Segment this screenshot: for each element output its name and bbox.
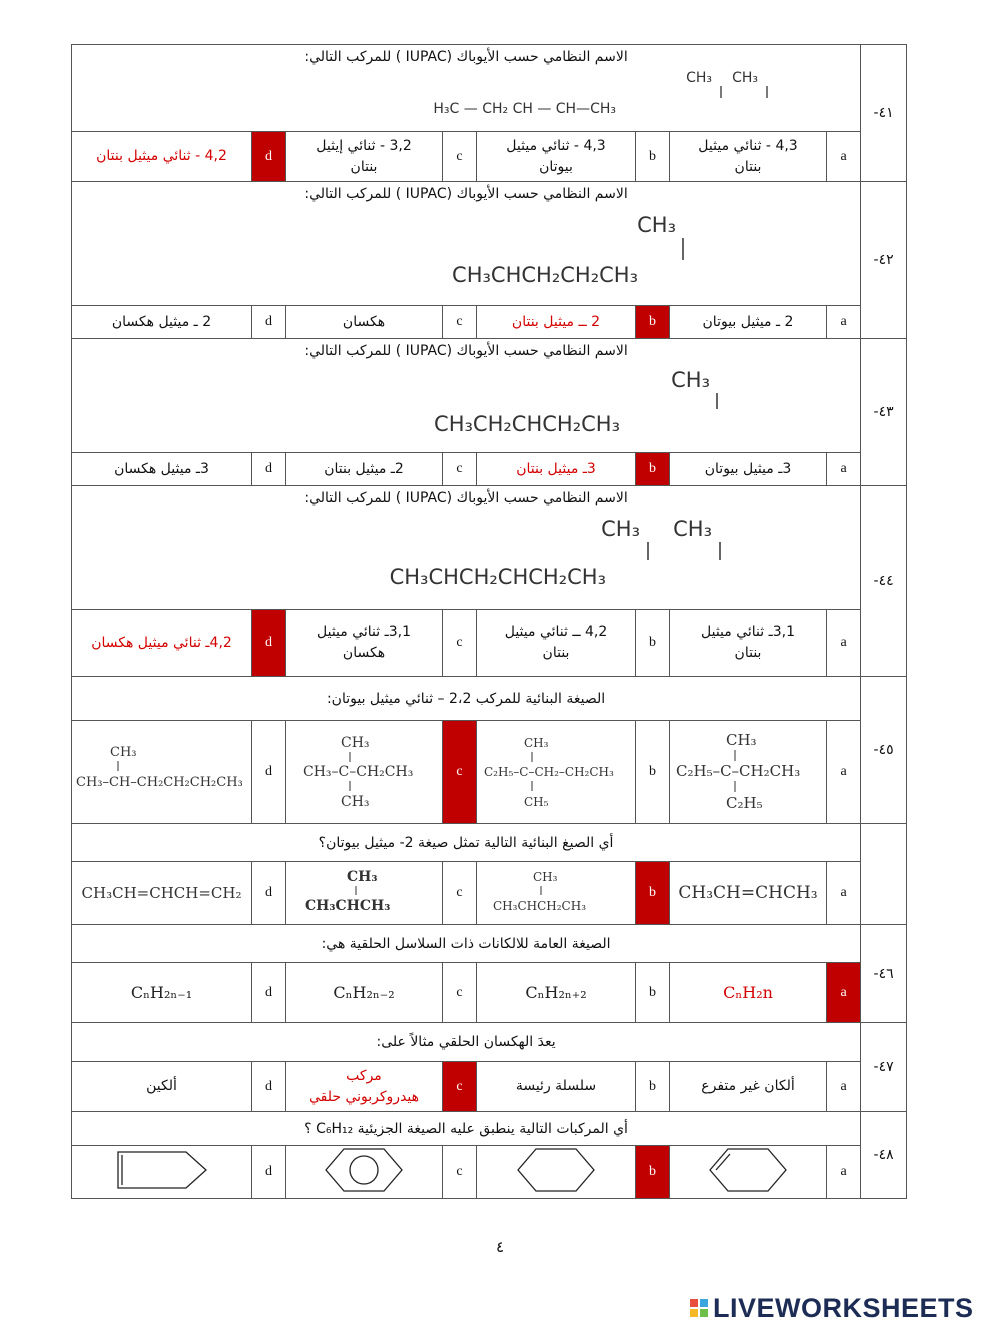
q43-option-a[interactable] [670,453,827,486]
q45-option-a[interactable] [670,721,827,824]
q45b-letter-d[interactable]: d [252,862,286,925]
q41-letter-d[interactable]: d [252,132,286,182]
q43-branch: CH₃ [671,368,711,392]
q46-letter-a[interactable]: a [827,963,861,1023]
q43-d-text: 3ـ ميثيل هكسان [114,460,209,477]
q42-letter-c[interactable]: c [443,306,477,339]
q41-number: -٤١ [861,45,907,182]
q44-option-b[interactable] [477,610,636,677]
q43-option-b[interactable] [477,453,636,486]
q45-letter-c[interactable]: c [443,721,477,824]
q45-a-main: C₂H₅–C–CH₂CH₃ [676,762,801,780]
q41-d-text: 4,2 - ثنائي ميثيل بنتان [96,148,227,164]
q46-b-text: CₙH₂ₙ₊₂ [525,983,587,1002]
q43-option-d[interactable] [72,453,252,486]
q41-main-chain: H₃C — CH₂ CH — CH—CH₃ [433,101,617,117]
q42-option-d[interactable] [72,306,252,339]
q45-a-bottom: C₂H₅ [726,794,763,812]
q41-letter-b[interactable]: b [636,132,670,182]
q44-prompt-cell [72,486,861,610]
q41-a-l1: 4,3 - ثنائي ميثيل [698,137,798,154]
q47-c-l2: هيدروكربوني حلقي [308,1088,420,1105]
q45b-prompt-cell [72,824,861,862]
q45-option-c[interactable] [286,721,443,824]
q41-option-a[interactable] [670,132,827,182]
logo-text: LIVEWORKSHEETS [713,1292,974,1323]
q45b-d-main: CH₃CH=CHCH=CH₂ [81,884,242,902]
q42-branch: CH₃ [637,213,677,237]
q42-a-text: 2 ـ ميثيل بيوتان [702,313,794,330]
q47-letter-b[interactable]: b [636,1062,670,1112]
q41-option-b[interactable] [477,132,636,182]
q43-number: -٤٣ [861,339,907,486]
q47-prompt: يعدَ الهكسان الحلقي مثالاً على: [376,1034,556,1050]
q47-option-b[interactable] [477,1062,636,1112]
q44-c-l2: هكسان [342,645,386,661]
q45-a-structure [672,728,824,812]
q48-option-c[interactable] [286,1146,443,1199]
q47-option-c[interactable] [286,1062,443,1112]
cyclohexene-a-icon [708,1146,788,1194]
cyclohexene-d-icon [112,1147,212,1193]
cyclohexane-icon [516,1146,596,1194]
q45-letter-b[interactable]: b [636,721,670,824]
q45-c-top: CH₃ [341,735,370,751]
q45b-option-b[interactable] [477,862,636,925]
q44-branch-right: CH₃ [673,517,713,541]
q45b-b-structure [481,864,631,918]
q43-a-text: 3ـ ميثيل بيوتان [704,460,792,477]
q41-option-c[interactable] [286,132,443,182]
q46-letter-d[interactable]: d [252,963,286,1023]
q42-number: -٤٢ [861,182,907,339]
q42-prompt-cell [72,182,861,306]
q47-letter-d[interactable]: d [252,1062,286,1112]
q46-letter-c[interactable]: c [443,963,477,1023]
q45-c-bottom: CH₃ [341,794,370,810]
q48-number: -٤٨ [861,1112,907,1199]
q41-branch-right: CH₃ [732,70,759,86]
q45b-number [861,824,907,925]
q45b-a-main: CH₃CH=CHCH₃ [678,883,818,903]
q43-letter-c[interactable]: c [443,453,477,486]
q44-letter-a[interactable]: a [827,610,861,677]
q46-d-text: CₙH₂ₙ₋₁ [130,983,193,1002]
q44-structure [389,506,852,598]
q44-d-text: 4,2ـ ثنائي ميثيل هكسان [91,634,232,651]
q43-c-text: 2ـ ميثيل بنتان [324,460,404,477]
q48-prompt-cell [72,1112,861,1146]
q47-option-d[interactable] [72,1062,252,1112]
q46-option-d[interactable] [72,963,252,1023]
q41-b-l1: 4,3 - ثنائي ميثيل [506,137,606,154]
q42-option-b[interactable] [477,306,636,339]
q45b-letter-a[interactable]: a [827,862,861,925]
q44-a-l1: 3,1ـ ثنائي ميثيل [701,624,795,640]
q43-prompt-cell [72,339,861,453]
q42-b-text: 2 ــ ميثيل بنتان [511,313,601,330]
q46-option-c[interactable] [286,963,443,1023]
q45-b-bottom: CH₅ [524,795,549,809]
q42-option-c[interactable] [286,306,443,339]
page-number: ٤ [495,1238,505,1256]
q45-d-structure [74,738,250,802]
q47-option-a[interactable] [670,1062,827,1112]
q42-structure [452,202,852,294]
q44-c-l1: 3,1ـ ثنائي ميثيل [317,624,411,640]
q46-prompt: الصيغة العامة للالكانات ذات السلاسل الحلقية هي: [321,935,611,952]
q43-letter-a[interactable]: a [827,453,861,486]
q45-d-main: CH₃–CH–CH₂CH₂CH₂CH₃ [75,775,243,790]
q42-letter-d[interactable]: d [252,306,286,339]
q43-structure [434,359,852,443]
q44-option-c[interactable] [286,610,443,677]
q42-d-text: 2 ـ ميثيل هكسان [111,313,212,330]
q46-option-b[interactable] [477,963,636,1023]
q46-prompt-cell [72,925,861,963]
q42-c-text: هكسان [342,313,386,330]
q47-letter-c[interactable]: c [443,1062,477,1112]
q45b-c-top: CH₃ [347,869,378,885]
q45b-letter-c[interactable]: c [443,862,477,925]
q47-prompt-cell [72,1023,861,1062]
q45b-letter-b[interactable]: b [636,862,670,925]
q45-option-b[interactable] [477,721,636,824]
q42-main-chain: CH₃CHCH₂CH₂CH₃ [452,263,639,287]
q45-b-top: CH₃ [524,736,549,750]
q48-option-b[interactable] [477,1146,636,1199]
q45-letter-d[interactable]: d [252,721,286,824]
q43-main-chain: CH₃CH₂CHCH₂CH₃ [434,412,621,436]
q46-option-a[interactable] [670,963,827,1023]
q45-number: -٤٥ [861,677,907,824]
q44-number: -٤٤ [861,486,907,677]
logo-blocks-icon [690,1297,710,1319]
liveworksheets-logo [690,1290,990,1326]
q48-option-d[interactable] [72,1146,252,1199]
q41-c-l1: 3,2 - ثنائي إيثيل [316,137,412,154]
q45-prompt-cell [72,677,861,721]
q47-a-text: ألكان غير متفرع [701,1078,795,1094]
q41-prompt: الاسم النظامي حسب الأيوباك (IUPAC ) للمركب التالي: [304,49,628,65]
q43-option-c[interactable] [286,453,443,486]
q43-letter-d[interactable]: d [252,453,286,486]
q46-c-text: CₙH₂ₙ₋₂ [333,983,395,1002]
q45-prompt: الصيغة البنائية للمركب 2،2 – ثنائي ميثيل بيوتان: [326,690,606,707]
q47-letter-a[interactable]: a [827,1062,861,1112]
q44-main-chain: CH₃CHCH₂CHCH₂CH₃ [389,565,607,589]
q43-b-text: 3ـ ميثيل بنتان [516,460,596,477]
q41-a-l2: بنتان [734,158,762,175]
q45-b-main: C₂H₅–C–CH₂–CH₂CH₃ [484,765,614,779]
questions-table [71,44,907,1199]
q45b-c-main: CH₃CHCH₃ [305,898,391,914]
q41-prompt-cell [72,45,861,132]
q47-b-text: سلسلة رئيسة [515,1078,597,1094]
q45b-b-main: CH₃CHCH₂CH₃ [493,899,587,913]
worksheet [71,44,906,1199]
q44-option-a[interactable] [670,610,827,677]
q41-structure [433,65,852,121]
q44-letter-c[interactable]: c [443,610,477,677]
q41-b-l2: بيوتان [539,158,573,175]
q45-option-d[interactable] [72,721,252,824]
q48-letter-a[interactable]: a [827,1146,861,1199]
q45b-prompt: أي الصيغ البنائية التالية تمثل صيغة 2- ميثيل بيوتان؟ [318,834,614,851]
q47-d-text: ألكين [146,1078,177,1094]
q45-c-structure [289,730,439,810]
q48-letter-c[interactable]: c [443,1146,477,1199]
benzene-icon [324,1146,404,1194]
q45-c-main: CH₃–C–CH₂CH₃ [303,764,414,780]
q48-prompt: أي المركبات التالية ينطبق عليه الصيغة الجزيئية C₆H₁₂ ؟ [304,1120,628,1137]
q45-b-structure [480,730,632,810]
q42-prompt: الاسم النظامي حسب الأيوباك (IUPAC ) للمركب التالي: [304,186,628,202]
q44-a-l2: بنتان [734,645,762,661]
q47-number: -٤٧ [861,1023,907,1112]
q41-option-d[interactable] [72,132,252,182]
q44-letter-d[interactable]: d [252,610,286,677]
q44-b-l2: بنتان [542,645,570,661]
q44-prompt: الاسم النظامي حسب الأيوباك (IUPAC ) للمركب التالي: [304,490,628,506]
q41-branch-left: CH₃ [686,70,713,86]
q41-c-l2: بنتان [350,158,378,175]
q42-letter-a[interactable]: a [827,306,861,339]
q42-letter-b[interactable]: b [636,306,670,339]
q48-letter-b[interactable]: b [636,1146,670,1199]
q48-option-a[interactable] [670,1146,827,1199]
q45b-b-top: CH₃ [533,870,558,884]
q45b-option-c[interactable] [286,862,443,925]
q47-c-l1: مركب [346,1067,382,1084]
q46-letter-b[interactable]: b [636,963,670,1023]
q42-option-a[interactable] [670,306,827,339]
q45-letter-a[interactable]: a [827,721,861,824]
q41-letter-a[interactable]: a [827,132,861,182]
q45-d-top: CH₃ [109,745,136,760]
q44-b-l1: 4,2 ــ ثنائي ميثيل [504,624,608,640]
q44-branch-left: CH₃ [601,517,641,541]
q44-letter-b[interactable]: b [636,610,670,677]
q44-option-d[interactable] [72,610,252,677]
q41-letter-c[interactable]: c [443,132,477,182]
q45b-option-a[interactable] [670,862,827,925]
q45-a-top: CH₃ [726,731,757,749]
q45b-option-d[interactable] [72,862,252,925]
q43-prompt: الاسم النظامي حسب الأيوباك (IUPAC ) للمركب التالي: [304,343,628,359]
q43-letter-b[interactable]: b [636,453,670,486]
q45b-c-structure [289,864,439,918]
q48-letter-d[interactable]: d [252,1146,286,1199]
q46-a-text: CₙH₂n [723,983,773,1002]
q46-number: -٤٦ [861,925,907,1023]
